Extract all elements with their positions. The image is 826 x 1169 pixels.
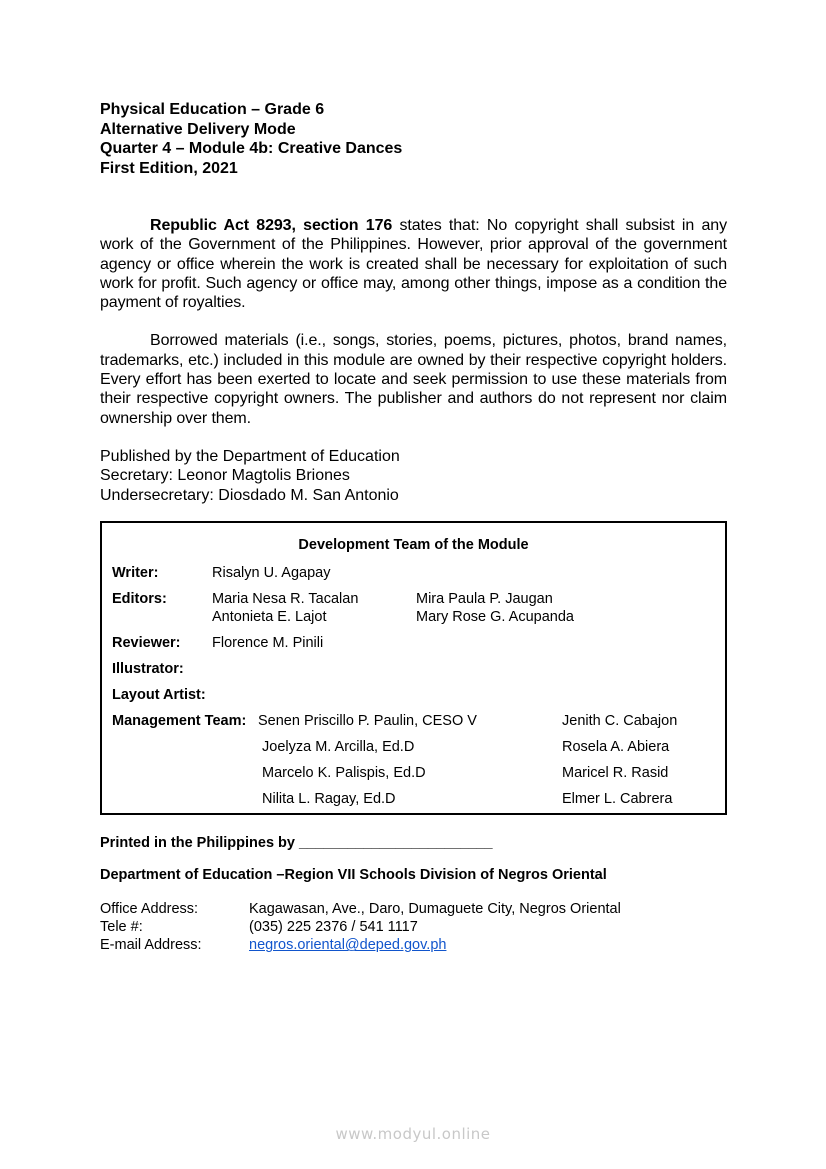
office-address: Kagawasan, Ave., Daro, Dumaguete City, Negros Oriental: [249, 901, 621, 918]
editor-name: Antonieta E. Lajot: [212, 609, 327, 626]
layout-artist-label: Layout Artist:: [112, 687, 206, 704]
telephone-label: Tele #:: [100, 919, 143, 936]
copyright-text: states that: No copyright shall subsist in any work of the Government of the Philippines. However, prior approval of the government agency or office wherein the work is created shall be necessary for exploitation of such work for profit. Such agency or office may, among other things, impose as a condition the payment of royalties.: [100, 217, 727, 312]
management-member: Maricel R. Rasid: [562, 765, 669, 782]
editor-name: Mira Paula P. Jaugan: [416, 591, 553, 608]
writer-label: Writer:: [112, 565, 159, 582]
illustrator-label: Illustrator:: [112, 661, 184, 678]
delivery-mode: Alternative Delivery Mode: [100, 120, 296, 138]
management-member: Rosela A. Abiera: [562, 739, 670, 756]
module-title-block: [100, 100, 727, 178]
watermark: www.modyul.online: [335, 1125, 491, 1143]
edition: First Edition, 2021: [100, 159, 238, 177]
management-member: Jenith C. Cabajon: [562, 713, 678, 730]
contact-block: [100, 900, 727, 954]
editors-label: Editors:: [112, 591, 167, 608]
management-member: Joelyza M. Arcilla, Ed.D: [262, 739, 415, 756]
borrowed-materials-paragraph: [100, 331, 727, 427]
email-label: E-mail Address:: [100, 937, 202, 954]
copyright-page: [100, 100, 727, 954]
management-member: Nilita L. Ragay, Ed.D: [262, 791, 396, 808]
copyright-paragraph: [100, 216, 727, 312]
email-link[interactable]: negros.oriental@deped.gov.ph: [249, 937, 447, 954]
editor-name: Mary Rose G. Acupanda: [416, 609, 574, 626]
telephone: (035) 225 2376 / 541 1117: [249, 919, 418, 936]
reviewer-name: Florence M. Pinili: [212, 635, 324, 652]
module-name: Quarter 4 – Module 4b: Creative Dances: [100, 140, 403, 157]
secretary: Secretary: Leonor Magtolis Briones: [100, 467, 350, 485]
management-member: Elmer L. Cabrera: [562, 791, 673, 808]
reviewer-label: Reviewer:: [112, 635, 181, 652]
publisher-block: [100, 447, 727, 506]
office-address-label: Office Address:: [100, 901, 199, 918]
email-row: [100, 936, 727, 954]
development-team-box: [100, 521, 727, 815]
telephone-row: [100, 918, 727, 936]
management-label: Management Team:: [112, 713, 247, 730]
published-by: Published by the Department of Education: [100, 447, 400, 465]
printed-by: Printed in the Philippines by ________________________: [100, 835, 493, 852]
borrowed-text: Borrowed materials (i.e., songs, stories, poems, pictures, photos, brand names, trademarks, etc.) included in this module are owned by their respective copyright holders. Every effort has been exerted to locate and seek permission to use these materials from their respective copyright owners. The publisher and authors do not represent nor claim ownership over them.: [100, 332, 727, 427]
team-title: Development Team of the Module: [298, 537, 529, 554]
editor-name: Maria Nesa R. Tacalan: [212, 591, 359, 608]
deped-division: Department of Education –Region VII Schools Division of Negros Oriental: [100, 867, 607, 884]
writer-name: Risalyn U. Agapay: [212, 565, 331, 582]
management-member: Senen Priscillo P. Paulin, CESO V: [258, 713, 477, 730]
law-reference: Republic Act 8293, section 176: [150, 217, 393, 234]
office-address-row: [100, 900, 727, 918]
undersecretary: Undersecretary: Diosdado M. San Antonio: [100, 486, 399, 504]
management-member: Marcelo K. Palispis, Ed.D: [262, 765, 426, 782]
subject-title: Physical Education – Grade 6: [100, 101, 325, 118]
